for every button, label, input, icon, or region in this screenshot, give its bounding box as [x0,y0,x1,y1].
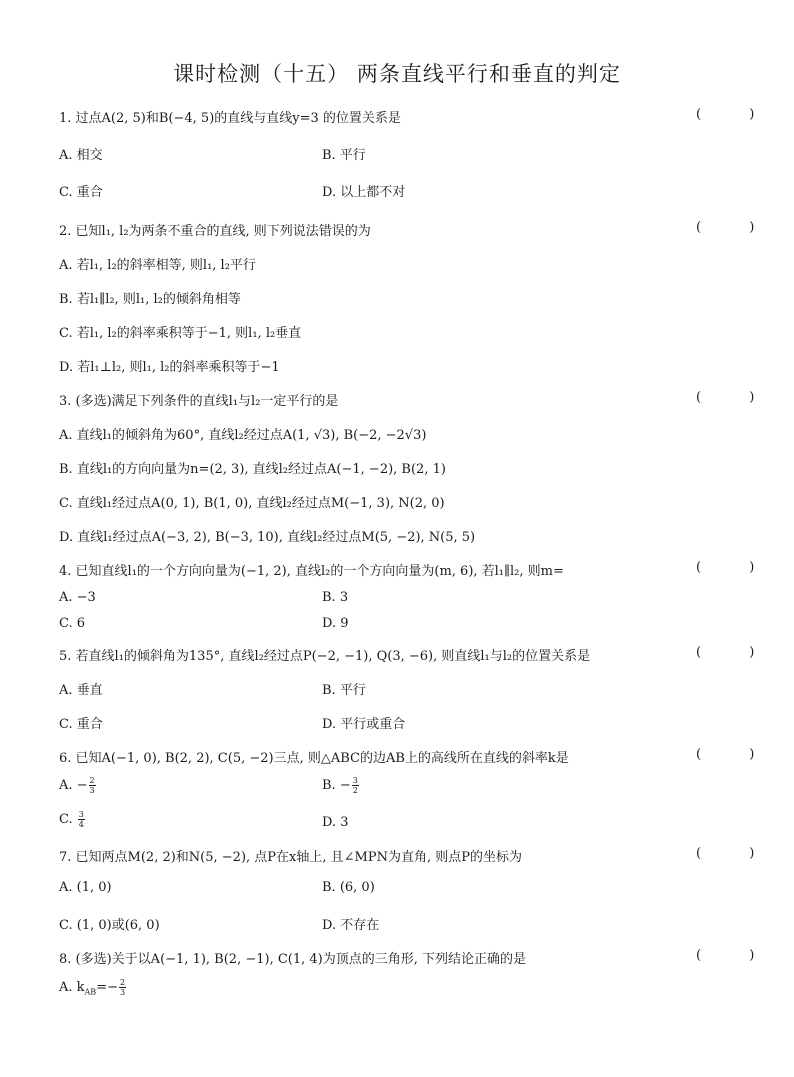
q8-option-a [59,978,127,997]
fraction-denominator: 3 [89,786,95,795]
q8-answer-paren: ( ) [696,948,777,963]
fraction [119,978,126,997]
q2-option-c: C. 若l₁, l₂的斜率乘积等于−1, 则l₁, l₂垂直 [59,326,302,341]
q3-stem: 3. (多选)满足下列条件的直线l₁与l₂一定平行的是 [59,394,339,409]
fraction [89,776,96,795]
q5-option-a: A. 垂直 [59,683,103,698]
q3-option-c: C. 直线l₁经过点A(0, 1), B(1, 0), 直线l₂经过点M(−1, 3), N(2, 0) [59,496,445,511]
q3-option-d: D. 直线l₁经过点A(−3, 2), B(−3, 10), 直线l₂经过点M(5, −2), N(5, 5) [59,530,476,545]
fraction [78,810,85,829]
q2-option-d: D. 若l₁⊥l₂, 则l₁, l₂的斜率乘积等于−1 [59,360,280,375]
fraction [352,776,359,795]
q6-answer-paren: ( ) [696,747,777,762]
q2-option-a: A. 若l₁, l₂的斜率相等, 则l₁, l₂平行 [59,258,256,273]
q7-answer-paren: ( ) [696,846,777,861]
q1-option-d: D. 以上都不对 [322,185,406,200]
q6-option-d: D. 3 [322,815,349,830]
q6-option-c-label: C. [59,812,77,827]
q3-option-b: B. 直线l₁的方向向量为n=(2, 3), 直线l₂经过点A(−1, −2), B(2, 1) [59,462,446,477]
q3-answer-paren: ( ) [696,390,777,405]
q2-option-b: B. 若l₁∥l₂, 则l₁, l₂的倾斜角相等 [59,292,241,307]
q4-option-d: D. 9 [322,616,349,631]
q4-stem: 4. 已知直线l₁的一个方向向量为(−1, 2), 直线l₂的一个方向向量为(m, 6), 若l₁∥l₂, 则m= [59,564,564,579]
q4-option-b: B. 3 [322,590,349,605]
equals-sign: =− [96,980,118,995]
q4-option-c: C. 6 [59,616,86,631]
q8-option-a-label: A. k [59,980,85,995]
fraction-numerator: 3 [352,776,358,785]
page-title: 课时检测（十五） 两条直线平行和垂直的判定 [173,62,621,86]
q5-option-d: D. 平行或重合 [322,717,406,732]
q2-stem: 2. 已知l₁, l₂为两条不重合的直线, 则下列说法错误的为 [59,224,371,239]
q5-stem: 5. 若直线l₁的倾斜角为135°, 直线l₂经过点P(−2, −1), Q(3, −6), 则直线l₁与l₂的位置关系是 [59,649,591,664]
q6-option-a-label: A. − [59,778,88,793]
q1-stem: 1. 过点A(2, 5)和B(−4, 5)的直线与直线y=3 的位置关系是 [59,111,401,126]
q6-option-a [59,776,97,795]
q6-option-b-label: B. − [322,778,351,793]
q5-answer-paren: ( ) [696,645,777,660]
q7-option-d: D. 不存在 [322,918,380,933]
q5-option-b: B. 平行 [322,683,366,698]
q7-option-b: B. (6, 0) [322,880,375,895]
fraction-numerator: 2 [119,978,126,987]
q1-answer-paren: ( ) [696,107,777,122]
subscript: AB [84,987,97,997]
fraction-denominator: 3 [119,988,126,997]
q5-option-c: C. 重合 [59,717,103,732]
q2-answer-paren: ( ) [696,220,777,235]
q6-option-c [59,810,86,829]
fraction-numerator: 3 [78,810,84,819]
fraction-denominator: 4 [78,820,84,829]
q6-stem: 6. 已知A(−1, 0), B(2, 2), C(5, −2)三点, 则△ABC的边AB上的高线所在直线的斜率k是 [59,751,569,766]
q1-option-b: B. 平行 [322,148,366,163]
q7-option-c: C. (1, 0)或(6, 0) [59,918,160,933]
q4-option-a: A. −3 [59,590,96,605]
fraction-numerator: 2 [89,776,95,785]
q8-stem: 8. (多选)关于以A(−1, 1), B(2, −1), C(1, 4)为顶点的三角形, 下列结论正确的是 [59,952,526,967]
q6-option-b [322,776,360,795]
q4-answer-paren: ( ) [696,560,777,575]
fraction-denominator: 2 [352,786,358,795]
q3-option-a: A. 直线l₁的倾斜角为60°, 直线l₂经过点A(1, √3), B(−2, −2√3) [59,428,427,443]
q7-option-a: A. (1, 0) [59,880,112,895]
q1-option-c: C. 重合 [59,185,103,200]
q7-stem: 7. 已知两点M(2, 2)和N(5, −2), 点P在x轴上, 且∠MPN为直角, 则点P的坐标为 [59,850,522,865]
q1-option-a: A. 相交 [59,148,103,163]
